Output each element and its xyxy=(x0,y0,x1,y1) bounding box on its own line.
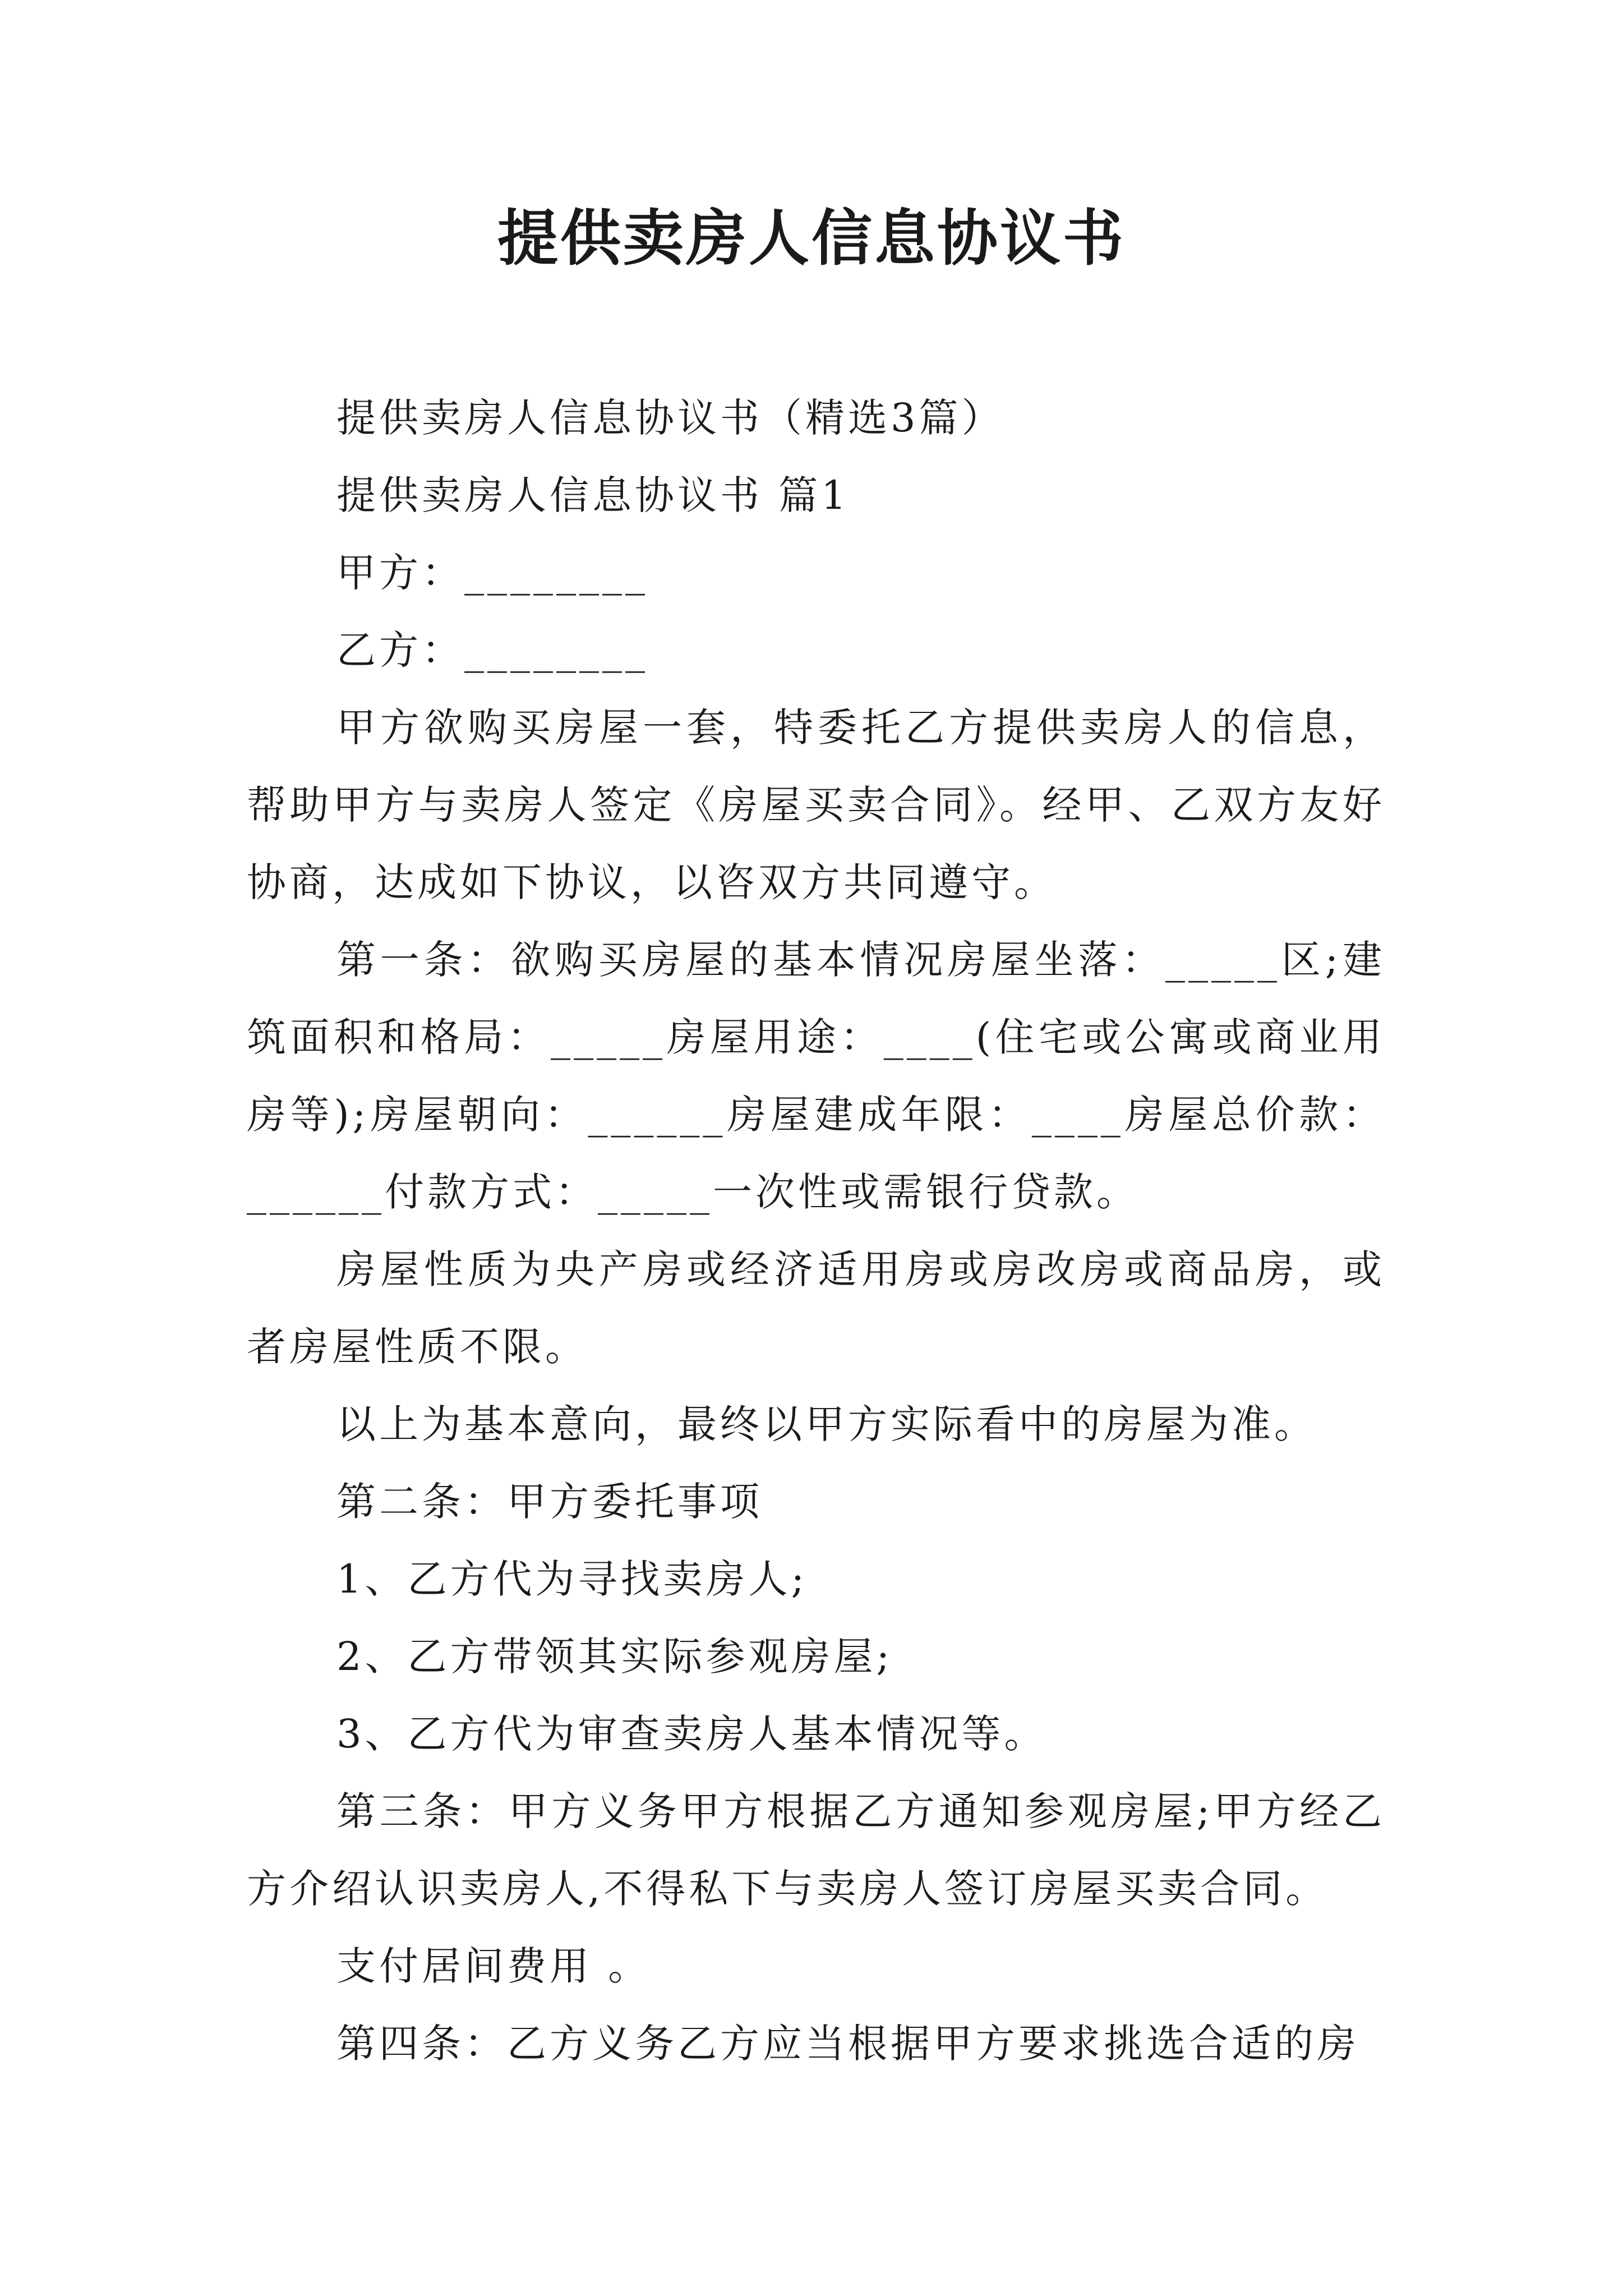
list-item: 1、乙方代为寻找卖房人; xyxy=(336,1556,808,1602)
property-nature-paragraph: 房屋性质为央产房或经济适用房或房改房或商品房，或者房屋性质不限。 xyxy=(247,1246,1385,1370)
document-title: 提供卖房人信息协议书 xyxy=(497,203,1126,274)
fee-paragraph: 支付居间费用 。 xyxy=(336,1943,651,1989)
preamble-paragraph: 甲方欲购买房屋一套，特委托乙方提供卖房人的信息，帮助甲方与卖房人签定《房屋买卖合同》。经甲、乙双方友好协商，达成如下协议，以咨双方共同遵守。 xyxy=(247,705,1385,905)
document-body xyxy=(247,379,1385,2082)
article-4-paragraph: 第四条：乙方义务乙方应当根据甲方要求挑选合适的房 xyxy=(336,2021,1359,2067)
article-1-paragraph: 第一条：欲购买房屋的基本情况房屋坐落：_____区;建筑面积和格局：_____房屋用途：____(住宅或公寓或商业用房等);房屋朝向：______房屋建成年限：____房屋总价款：______付款方式：_____一次性或需银行贷款。 xyxy=(247,937,1385,1215)
article-2-heading: 第二条：甲方委托事项 xyxy=(336,1479,763,1525)
section-heading: 提供卖房人信息协议书 篇1 xyxy=(336,472,850,518)
article-3-paragraph: 第三条：甲方义务甲方根据乙方通知参观房屋;甲方经乙方介绍认识卖房人,不得私下与卖房人签订房屋买卖合同。 xyxy=(247,1788,1385,1912)
list-item: 2、乙方带领其实际参观房屋; xyxy=(336,1634,893,1680)
subtitle-paragraph: 提供卖房人信息协议书（精选3篇） xyxy=(336,395,1004,441)
intent-paragraph: 以上为基本意向，最终以甲方实际看中的房屋为准。 xyxy=(336,1401,1317,1447)
list-item: 3、乙方代为审查卖房人基本情况等。 xyxy=(336,1711,1047,1757)
party-a-line: 甲方：________ xyxy=(336,550,648,596)
party-b-line: 乙方：________ xyxy=(336,627,648,673)
